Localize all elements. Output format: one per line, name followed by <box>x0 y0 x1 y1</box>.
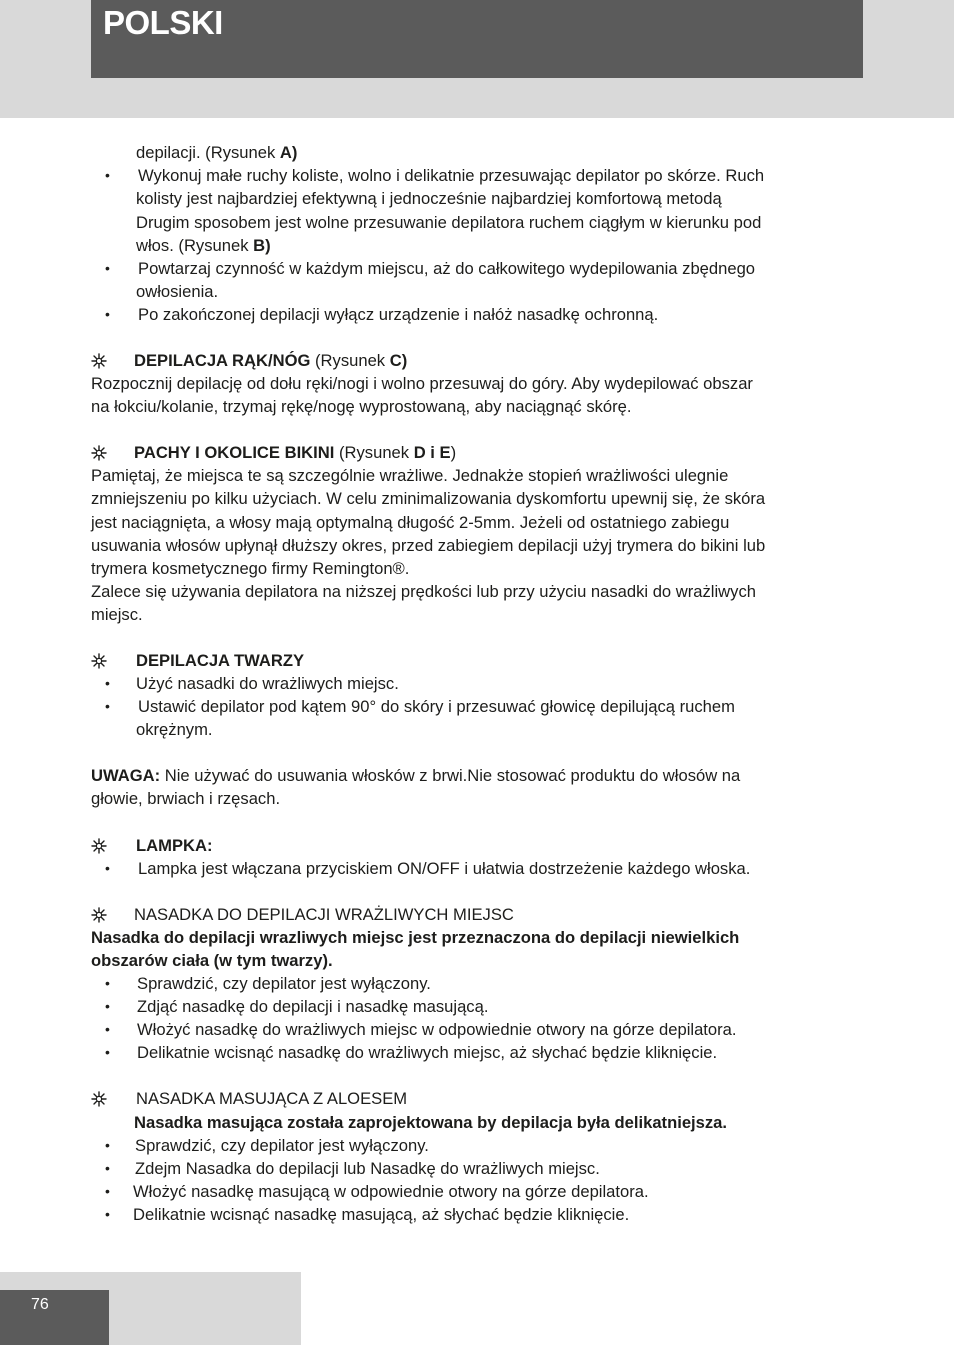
bullet-icon: • <box>105 306 110 322</box>
text-line: jest naciągnięta, a włosy mają optymalną długość 2-5mm. Jeżeli od ostatniego zabiegu <box>91 513 730 532</box>
list-item: Ustawić depilator pod kątem 90° do skóry i przesuwać głowicę depilującą ruchem <box>138 697 735 716</box>
section-heading: LAMPKA: <box>136 836 213 855</box>
bullet-icon: • <box>105 1183 110 1199</box>
list-item: Włożyć nasadkę masującą w odpowiednie otwory na górze depilatora. <box>133 1182 649 1201</box>
text-line: na łokciu/kolanie, trzymaj rękę/nogę wyprostowaną, aby naciągnąć skórę. <box>91 397 632 416</box>
text-line: włos. (Rysunek B) <box>136 236 271 255</box>
list-item: Zdejm Nasadka do depilacji lub Nasadkę do wrażliwych miejsc. <box>135 1159 600 1178</box>
footer-page-box <box>0 1290 109 1345</box>
list-item: Zdjąć nasadkę do depilacji i nasadkę masującą. <box>137 997 489 1016</box>
text-line: Zalece się używania depilatora na niższej prędkości lub przy użyciu nasadki do wrażliwych <box>91 582 756 601</box>
bullet-icon: • <box>105 675 110 691</box>
section-heading: PACHY I OKOLICE BIKINI (Rysunek D i E) <box>134 443 457 462</box>
list-item: Wykonuj małe ruchy koliste, wolno i delikatnie przesuwając depilator po skórze. Ruch <box>138 166 765 185</box>
section-heading: NASADKA DO DEPILACJI WRAŻLIWYCH MIEJSC <box>134 905 514 924</box>
note-text: UWAGA: Nie używać do usuwania włosków z brwi.Nie stosować produktu do włosów na <box>91 766 741 785</box>
list-item: Sprawdzić, czy depilator jest wyłączony. <box>135 1136 429 1155</box>
text-line: Drugim sposobem jest wolne przesuwanie depilatora ruchem ciągłym w kierunku pod <box>136 213 762 232</box>
text-line: Pamiętaj, że miejsca te są szczególnie wrażliwe. Jednakże stopień wrażliwości ulegnie <box>91 466 729 485</box>
list-item: Po zakończonej depilacji wyłącz urządzenie i nałóż nasadkę ochronną. <box>138 305 659 324</box>
list-item: Delikatnie wcisnąć nasadkę masującą, aż słychać będzie kliknięcie. <box>133 1205 630 1224</box>
text-line: głowie, brwiach i rzęsach. <box>91 789 281 808</box>
text-line: Rozpocznij depilację od dołu ręki/nogi i wolno przesuwaj do góry. Aby wydepilować obszar <box>91 374 753 393</box>
text-line: Nasadka masująca została zaprojektowana by depilacja była delikatniejsza. <box>134 1113 728 1132</box>
text-line: depilacji. (Rysunek A) <box>136 143 298 162</box>
list-item: Delikatnie wcisnąć nasadkę do wrażliwych miejsc, aż słychać będzie kliknięcie. <box>137 1043 718 1062</box>
text-line: trymera kosmetycznego firmy Remington®. <box>91 559 410 578</box>
header-title-box <box>91 0 863 78</box>
starburst-icon <box>91 1091 107 1107</box>
starburst-icon <box>91 907 107 923</box>
list-item: Sprawdzić, czy depilator jest wyłączony. <box>137 974 431 993</box>
bullet-icon: • <box>105 260 110 276</box>
section-heading: DEPILACJA TWARZY <box>136 651 305 670</box>
list-item: Powtarzaj czynność w każdym miejscu, aż do całkowitego wydepilowania zbędnego <box>138 259 756 278</box>
list-item: Lampka jest włączana przyciskiem ON/OFF i ułatwia dostrzeżenie każdego włoska. <box>138 859 751 878</box>
page-title: POLSKI <box>103 4 223 41</box>
bullet-icon: • <box>105 1137 110 1153</box>
bullet-icon: • <box>105 860 110 876</box>
bullet-icon: • <box>105 1160 110 1176</box>
bullet-icon: • <box>105 167 110 183</box>
text-line: Nasadka do depilacji wrazliwych miejsc jest przeznaczona do depilacji niewielkich <box>91 928 740 947</box>
text-line: okrężnym. <box>136 720 213 739</box>
bullet-icon: • <box>105 1206 110 1222</box>
starburst-icon <box>91 445 107 461</box>
text-line: usuwania włosów upłynął dłuższy okres, przed zabiegiem depilacji użyj trymera do bikini lub <box>91 536 766 555</box>
starburst-icon <box>91 653 107 669</box>
text-line: owłosienia. <box>136 282 219 301</box>
page-number: 76 <box>31 1296 49 1313</box>
text-line: miejsc. <box>91 605 143 624</box>
list-item: Użyć nasadki do wrażliwych miejsc. <box>136 674 399 693</box>
section-heading: NASADKA MASUJĄCA Z ALOESEM <box>136 1089 408 1108</box>
bullet-icon: • <box>105 1044 110 1060</box>
starburst-icon <box>91 353 107 369</box>
bullet-icon: • <box>105 1021 110 1037</box>
text-line: obszarów ciała (w tym twarzy). <box>91 951 333 970</box>
section-heading: DEPILACJA RĄK/NÓG (Rysunek C) <box>134 351 408 370</box>
bullet-icon: • <box>105 975 110 991</box>
bullet-icon: • <box>105 998 110 1014</box>
list-item: Włożyć nasadkę do wrażliwych miejsc w odpowiednie otwory na górze depilatora. <box>137 1020 737 1039</box>
bullet-icon: • <box>105 698 110 714</box>
text-line: zmniejszeniu po kilku użyciach. W celu zminimalizowania dyskomfortu upewnij się, że skóra <box>91 489 766 508</box>
text-line: kolisty jest najbardziej efektywną i jednocześnie najbardziej komfortową metodą <box>136 189 722 208</box>
starburst-icon <box>91 838 107 854</box>
